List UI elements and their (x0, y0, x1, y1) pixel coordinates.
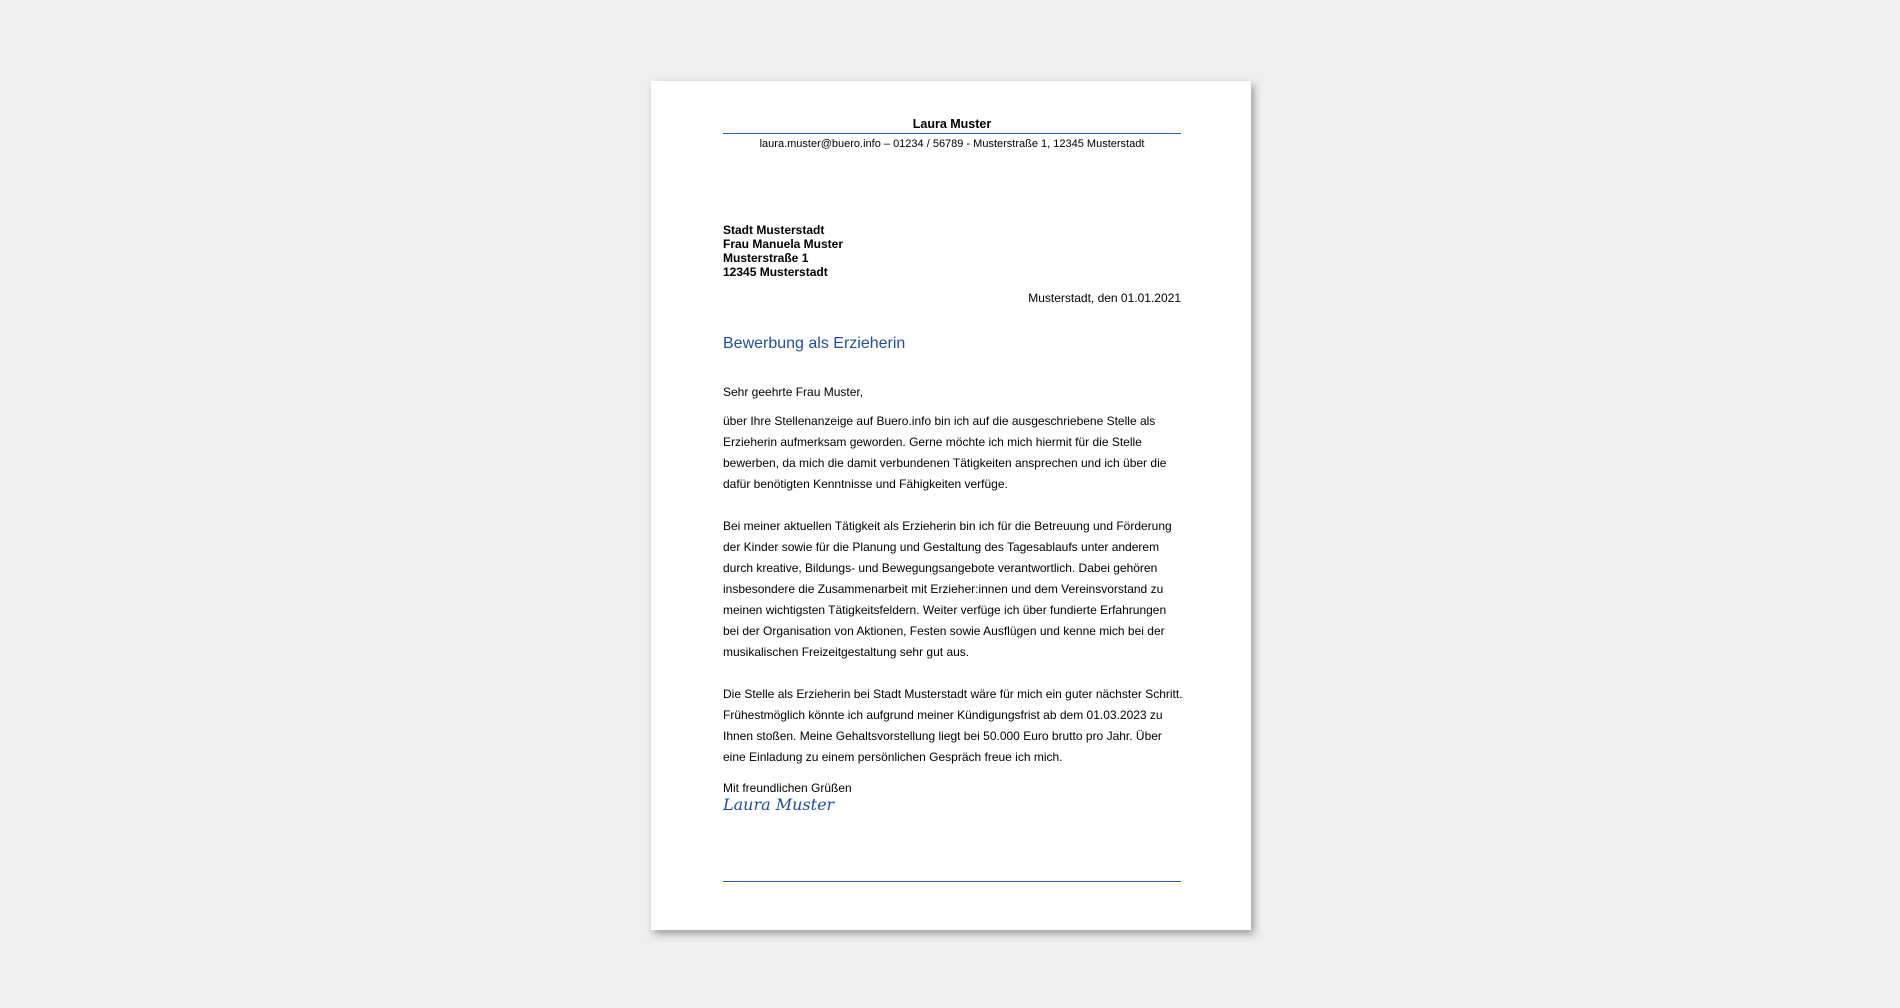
letter-date: Musterstadt, den 01.01.2021 (1028, 291, 1181, 305)
footer-divider (723, 881, 1181, 882)
sender-name: Laura Muster (912, 117, 992, 131)
salutation: Sehr geehrte Frau Muster, (723, 385, 864, 399)
letter-page (651, 81, 1251, 930)
header-divider (723, 133, 1181, 134)
recipient-line-city: 12345 Musterstadt (723, 265, 828, 279)
recipient-line-person: Frau Manuela Muster (723, 237, 844, 251)
letter-subject: Bewerbung als Erzieherin (723, 335, 906, 352)
body-paragraph-availability: Die Stelle als Erzieherin bei Stadt Musterstadt wäre für mich ein guter nächster Schritt. Frühestmöglich könnte ich aufgrund meiner Kündigungsfrist ab dem 01.03.2023 zu Ihnen stoßen. Meine Gehaltsvorstellung liegt bei 50.000 Euro brutto pro Jahr. Über eine Einladung zu einem persönlichen Gespräch freue ich mich. (723, 687, 1183, 764)
sender-contact-line: laura.muster@buero.info – 01234 / 56789 - Musterstraße 1, 12345 Musterstadt (759, 138, 1145, 150)
letter-body (723, 411, 1183, 768)
body-paragraph-experience: Bei meiner aktuellen Tätigkeit als Erzieherin bin ich für die Betreuung und Förderung der Kinder sowie für die Planung und Gestaltung des Tagesablaufs unter anderem durch kreative, Bildungs- und Bewegungsangebote verantwortlich. Dabei gehören insbesondere die Zusammenarbeit mit Erzieher:innen und dem Vereinsvorstand zu meinen wichtigsten Tätigkeitsfeldern. Weiter verfüge ich über fundierte Erfahrungen bei der Organisation von Aktionen, Festen sowie Ausflügen und kenne mich bei der musikalischen Freizeitgestaltung sehr gut aus. (723, 519, 1172, 659)
closing-phrase: Mit freundlichen Grüßen (723, 781, 852, 795)
recipient-address (723, 223, 1181, 279)
body-paragraph-intro: über Ihre Stellenanzeige auf Buero.info bin ich auf die ausgeschriebene Stelle als Erzieherin aufmerksam geworden. Gerne möchte ich mich hiermit für die Stelle bewerben, da mich die damit verbundenen Tätigkeiten ansprechen und ich über die dafür benötigten Kenntnisse und Fähigkeiten verfüge. (723, 414, 1167, 491)
recipient-line-organization: Stadt Musterstadt (723, 223, 825, 237)
signature: Laura Muster (723, 795, 835, 814)
recipient-line-street: Musterstraße 1 (723, 251, 809, 265)
